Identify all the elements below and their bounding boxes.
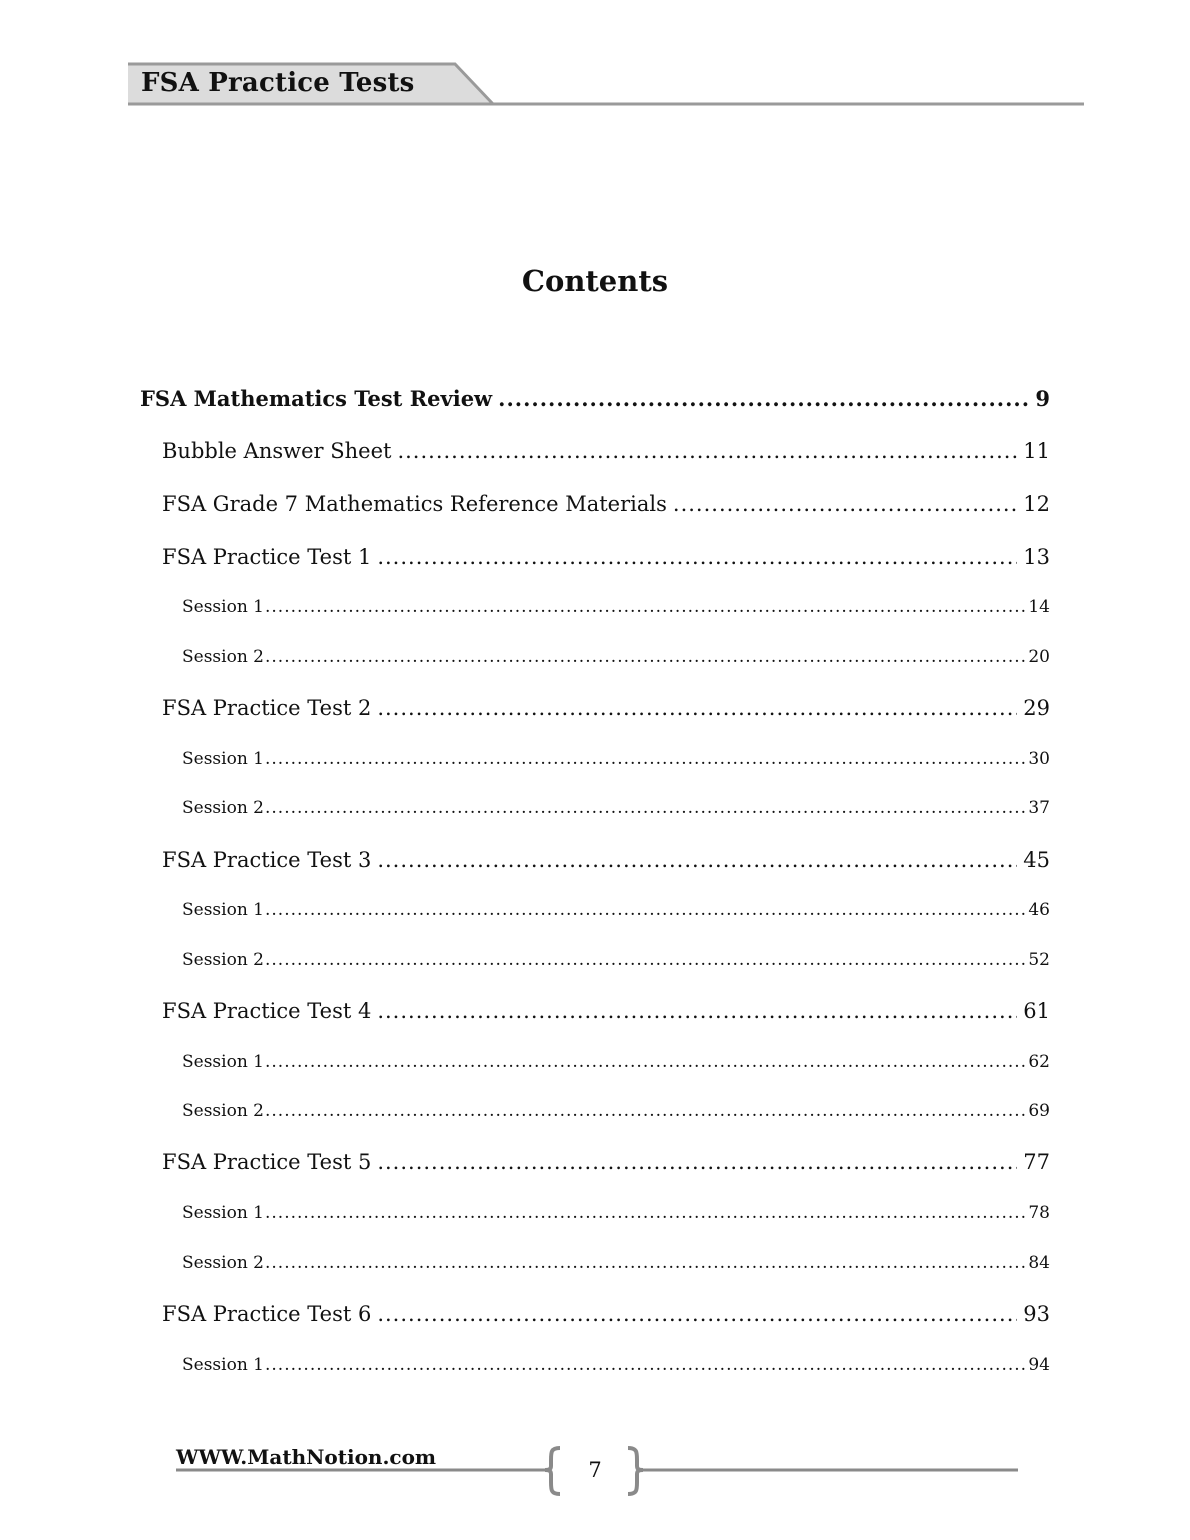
toc-entry-label: FSA Practice Test 2 — [162, 696, 372, 720]
toc-entry-page-number: 14 — [1028, 597, 1050, 617]
toc-entry-label: FSA Mathematics Test Review — [140, 386, 493, 411]
toc-entry-page-number: 37 — [1028, 798, 1050, 818]
toc-entry-page-number: 20 — [1028, 647, 1050, 667]
toc-entry-page-number: 93 — [1023, 1302, 1050, 1326]
toc-entry-page-number: 9 — [1035, 386, 1050, 411]
toc-entry-page-number: 69 — [1028, 1101, 1050, 1121]
toc-entry-label: FSA Practice Test 1 — [162, 545, 372, 569]
toc-entry-page-number: 12 — [1023, 492, 1050, 516]
toc-entry-label: FSA Practice Test 3 — [162, 848, 372, 872]
toc-entry-label: Bubble Answer Sheet — [162, 439, 392, 463]
toc-entry-label: Session 1 — [182, 749, 264, 769]
toc-entry-label: FSA Practice Test 4 — [162, 999, 372, 1023]
toc-entry-label: Session 2 — [182, 1101, 264, 1121]
toc-entry-label: Session 2 — [182, 647, 264, 667]
toc-entry-label: FSA Practice Test 6 — [162, 1302, 372, 1326]
page-number: 7 — [588, 1458, 602, 1482]
toc-entry-page-number: 45 — [1023, 848, 1050, 872]
toc-entry-label: Session 2 — [182, 798, 264, 818]
toc-entry-label: Session 1 — [182, 1052, 264, 1072]
toc-entry-label: Session 1 — [182, 1355, 264, 1375]
toc-entry-label: Session 1 — [182, 597, 264, 617]
toc-entry-page-number: 13 — [1023, 545, 1050, 569]
toc-entry-page-number: 52 — [1028, 950, 1050, 970]
toc-entry-label: FSA Practice Test 5 — [162, 1150, 372, 1174]
toc-entry-page-number: 61 — [1023, 999, 1050, 1023]
page-title: Contents — [521, 264, 669, 298]
toc-entry-page-number: 78 — [1028, 1203, 1050, 1223]
toc-entry-page-number: 77 — [1023, 1150, 1050, 1174]
toc-entry-label: Session 2 — [182, 950, 264, 970]
toc-entry-label: Session 2 — [182, 1253, 264, 1273]
toc-entry-page-number: 11 — [1023, 439, 1050, 463]
toc-entry-label: Session 1 — [182, 900, 264, 920]
toc-entry-page-number: 46 — [1028, 900, 1050, 920]
header-title: FSA Practice Tests — [141, 68, 415, 98]
toc-entry-page-number: 84 — [1028, 1253, 1050, 1273]
toc-entry-page-number: 30 — [1028, 749, 1050, 769]
toc-entry-page-number: 29 — [1023, 696, 1050, 720]
footer-website-url: WWW.MathNotion.com — [176, 1445, 437, 1469]
toc-entry-page-number: 62 — [1028, 1052, 1050, 1072]
toc-entry-label: FSA Grade 7 Mathematics Reference Materials — [162, 492, 667, 516]
toc-entry-label: Session 1 — [182, 1203, 264, 1223]
toc-entry-page-number: 94 — [1028, 1355, 1050, 1375]
